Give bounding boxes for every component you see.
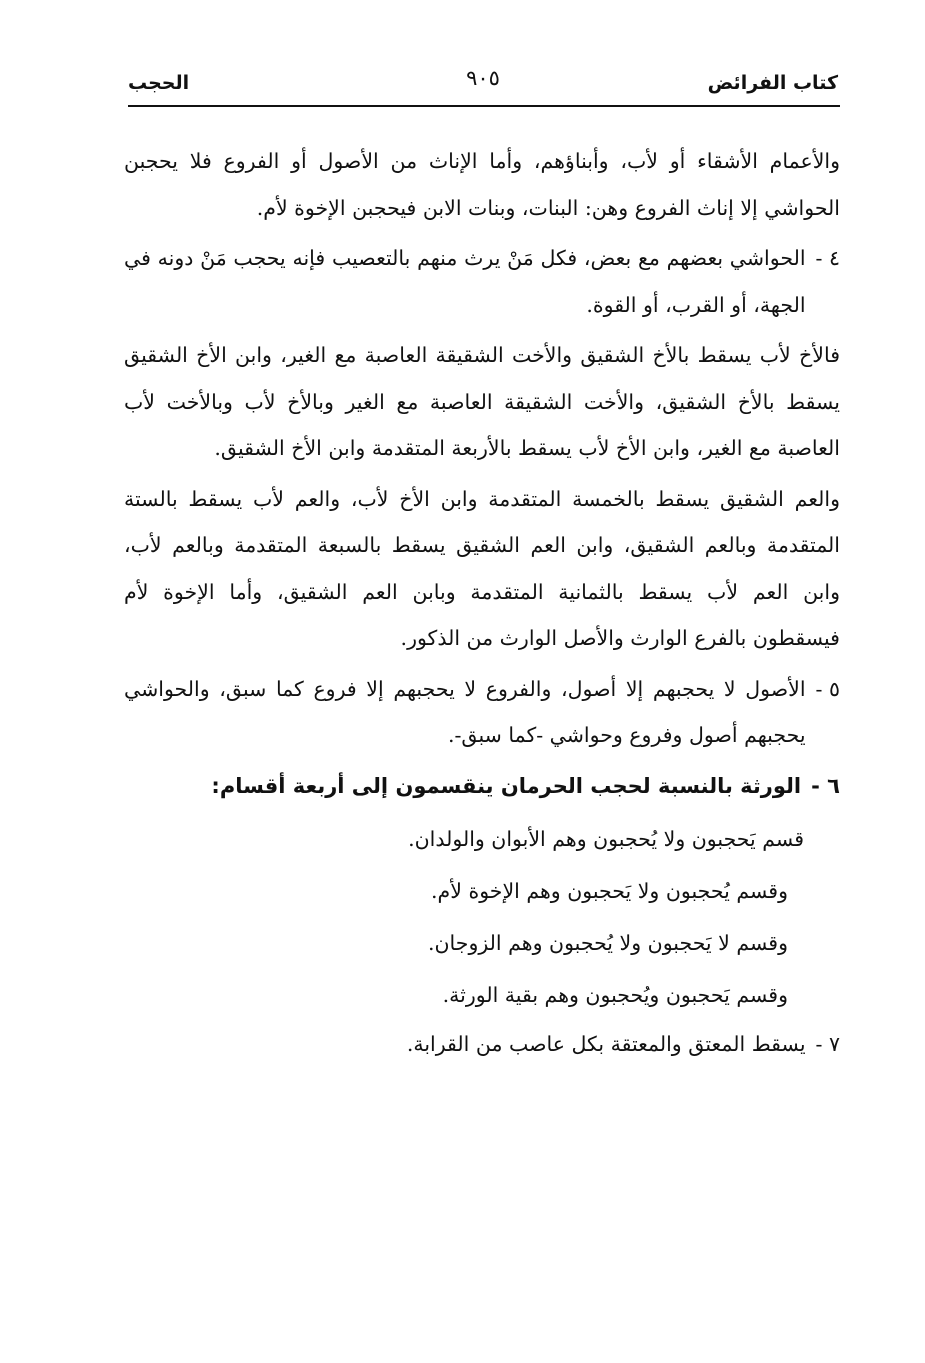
category-2: وقسم يُحجبون ولا يَحجبون وهم الإخوة لأم. bbox=[431, 879, 788, 903]
category-4: وقسم يَحجبون ويُحجبون وهم بقية الورثة. bbox=[442, 983, 788, 1007]
uncles-paragraph: والعم الشقيق يسقط بالخمسة المتقدمة وابن الأخ لأب، والعم لأب يسقط بالستة المتقدمة وبالعم الشقيق، وابن العم الشقيق يسقط بالسبعة المتقدمة وبالعم لأب، وابن العم لأب يسقط بالثمانية المتقدمة وبابن العم الشقيق، وأما الإخوة لأم فيسقطون بالفرع الوارث والأصل الوارث من الذكور. bbox=[124, 486, 840, 650]
item-text: الأصول لا يحجبهم إلا أصول، والفروع لا يحجبهم إلا فروع كما سبق، والحواشي يحجبهم أصول وفروع وحواشي -كما سبق-. bbox=[124, 676, 806, 747]
item-number: ٥ - bbox=[815, 676, 840, 701]
item-number: ٧ - bbox=[815, 1032, 840, 1056]
chapter-title: الحجب bbox=[128, 72, 190, 94]
item-number: ٦ - bbox=[811, 773, 840, 798]
running-header bbox=[128, 64, 838, 104]
item-number: ٤ - bbox=[815, 246, 840, 270]
category-3: وقسم لا يَحجبون ولا يُحجبون وهم الزوجان. bbox=[427, 931, 788, 955]
brothers-paragraph: فالأخ لأب يسقط بالأخ الشقيق والأخت الشقيقة العاصبة مع الغير، وابن الأخ الشقيق يسقط بالأخ الشقيق، والأخت الشقيقة العاصبة مع الغير وبالأخ لأب وبالأخت لأب العاصبة مع الغير، وابن الأخ لأب يسقط بالأربعة المتقدمة وابن الأخ الشقيق. bbox=[124, 343, 840, 460]
item-text: يسقط المعتق والمعتقة بكل عاصب من القرابة. bbox=[406, 1032, 806, 1056]
body-text bbox=[124, 138, 840, 1072]
list-item-5 bbox=[124, 666, 840, 759]
intro-paragraph: والأعمام الأشقاء أو لأب، وأبناؤهم، وأما الإناث من الأصول أو الفروع فلا يحجبن الحواشي إلا إناث الفروع وهن: البنات، وبنات الابن فيحجبن الإخوة لأم. bbox=[124, 149, 840, 220]
item-text: الحواشي بعضهم مع بعض، فكل مَنْ يرث منهم بالتعصيب فإنه يحجب مَنْ دونه في الجهة، أو القرب، أو القوة. bbox=[124, 246, 806, 317]
header-rule bbox=[128, 105, 840, 107]
item-heading: الورثة بالنسبة لحجب الحرمان ينقسمون إلى أربعة أقسام: bbox=[211, 773, 802, 798]
category-1: قسم يَحجبون ولا يُحجبون وهم الأبوان والولدان. bbox=[408, 827, 804, 851]
list-item-4 bbox=[124, 235, 840, 328]
list-item-6 bbox=[124, 763, 840, 810]
list-item-7 bbox=[124, 1021, 840, 1068]
book-title: كتاب الفرائض bbox=[707, 72, 838, 94]
page-number: ٩٠٥ bbox=[466, 66, 500, 90]
